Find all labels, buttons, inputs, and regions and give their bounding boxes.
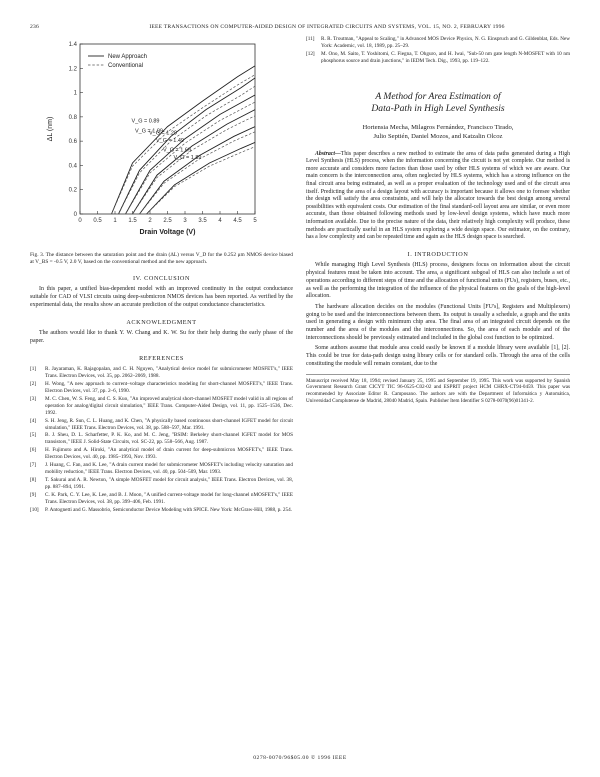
reference-number: [3] <box>30 395 37 402</box>
conclusion-heading: IV. CONCLUSION <box>132 274 191 282</box>
series-label: V_G = 1.29 <box>149 130 177 137</box>
reference-number: [5] <box>30 432 37 439</box>
reference-text: S. H. Jeng, R. Sun, C. L. Huang, and K. Chen, "A physically based continuous short-channel IGFET model for circuit simulation," IEEE Trans. Electron Devices, vol. 38, pp. 588–597, Mar. 1991. <box>45 417 293 431</box>
running-header <box>30 24 570 34</box>
journal-title: IEEE TRANSACTIONS ON COMPUTER-AIDED DESIGN OF INTEGRATED CIRCUITS AND SYSTEMS, VOL. 15, NO. 2, FEBRUARY 1996 <box>149 24 505 30</box>
y-tick-label: 1.4 <box>68 42 77 48</box>
conclusion-text: In this paper, a unified bias-dependent model with an improved continuity in the output conductance suitable for CAD of VLSI circuits using deep-submicron NMOS devices has been reported. As verified by the experimental data, the results show an accurate prediction of the output conductance characteristics. <box>30 286 293 308</box>
y-tick-label: 0.6 <box>68 139 77 146</box>
x-tick-label: 2 <box>148 218 152 224</box>
article-title-line-2: Data-Path in High Level Synthesis <box>371 102 505 114</box>
reference-list-right <box>306 36 570 65</box>
reference-item <box>30 462 293 476</box>
series-label: V_G = 1.49 <box>156 138 184 144</box>
abstract-label: Abstract— <box>315 150 341 157</box>
reference-text: R. Jayaraman, K. Rajagopalan, and C. H. Nguyen, "Analytical device model for submicrometer MOSFET's," IEEE Trans. Electron Devices, vol. 35, pp. 2062–2069, 1988. <box>45 366 293 380</box>
figure-caption: Fig. 3. The distance between the saturation point and the drain (ΔL) versus V_D for the 0.252 μm NMOS device biased at V_BS = -0.5 V, 2.0 V, based on the conventional method and the new approach. <box>30 251 293 265</box>
article-authors <box>306 123 570 141</box>
reference-number: [11] <box>306 36 315 42</box>
reference-text: P. Antognetti and G. Massobrio, Semiconductor Device Modeling with SPICE. New York: McGraw-Hill, 1988, p. 254. <box>45 506 292 513</box>
copyright-footer: 0278-0070/96$05.00 © 1996 IEEE <box>253 755 347 761</box>
series-label: V_G = 1.69 <box>163 147 191 154</box>
reference-item <box>306 36 570 50</box>
abstract-text: This paper describes a new method to estimate the area of data paths generated during a High Level Synthesis (HLS) process, when the information concerning the circuit is not yet complete. Our method is more accurate and considers more factors than those used by other HLS systems of which we are aware. Our main concern is the interconnection area, often neglected by HLS systems, which has a strong influence on the final circuit area being estimated, as well as a proper evaluation of the technology used and of the circuit area itself. Predicting the area of a design layout with accuracy is important because it allows one to foresee whether the design will satisfy the area constraints, and will help the allocator towards the best design among several possibilities with equivalent costs. Our estimation of the final standard-cell layout area are similar, or even more accurate, than those obtained following methods used by low-level design systems, which have much more information available. Due to the precise nature of the data, their relatively high complexity will produce, these methods are practically useful in an HLS system exploring a wide design space. Our estimator, on the contrary, has a low complexity and can be repeated time and again as the HLS design space is searched. <box>306 150 570 241</box>
reference-number: [12] <box>306 50 315 57</box>
reference-number: [10] <box>30 506 39 513</box>
reference-item <box>30 477 293 491</box>
x-tick-label: 5 <box>253 218 257 224</box>
reference-item <box>30 432 293 446</box>
introduction-paragraph-2: The hardware allocation decides on the modules (Functional Units [FU's], Registers and Multiplexers) going to be used and the interconnections between them. Its output is usually a schedule, a graph and the units used in generating a design with minimum chip area. The final area of an integrated circuit depends on the number and the area of the modules and the interconnections. So, the area of each module and of the interconnections should be previously estimated and included in the global cost function to be optimized. <box>306 303 570 341</box>
page-number: 236 <box>30 24 39 30</box>
reference-text: M. Ono, M. Saito, T. Yoshitomi, C. Fiegna, T. Ohguro, and H. Iwai, "Sub-50 nm gate length N-MOSFET with 10 nm phosphorus source and drain junctions," in IEDM Tech. Dig., 1993, pp. 119–122. <box>321 50 570 64</box>
reference-number: [7] <box>30 462 37 469</box>
legend-label-conventional: Conventional <box>108 63 144 69</box>
x-tick-label: 1 <box>113 218 117 224</box>
article-title <box>306 91 570 115</box>
acknowledgment-text: The authors would like to thank Y. W. Chang and K. W. Su for their help during the early phase of the paper. <box>30 330 293 344</box>
y-tick-label: 0 <box>73 212 77 218</box>
right-column <box>306 36 570 405</box>
authors-line-2: Julio Septién, Daniel Mozos, and Katzalin Olcoz <box>373 132 503 140</box>
reference-item <box>30 396 293 417</box>
y-tick-label: 0.4 <box>68 163 77 170</box>
reference-list-left <box>30 366 293 513</box>
x-tick-label: 3 <box>183 218 187 224</box>
y-tick-label: 1 <box>73 90 77 97</box>
series-label: V_G = 0.89 <box>131 118 160 125</box>
introduction-heading: I. INTRODUCTION <box>407 250 469 258</box>
y-tick-label: 1.2 <box>68 66 77 73</box>
reference-item <box>30 492 293 506</box>
y-tick-label: 0.2 <box>68 187 77 194</box>
article-title-line-1: A Method for Area Estimation of <box>375 90 501 102</box>
reference-text: B. J. Sheu, D. L. Scharfetter, P. K. Ko, and M. C. Jeng, "BSIM: Berkeley short-channel IGFET model for MOS transistors," IEEE J. Solid-State Circuits, vol. SC-22, pp. 558–566, Aug. 1987. <box>45 432 293 446</box>
x-axis-label: Drain Voltage (V) <box>139 229 196 236</box>
reference-text: J. Huang, C. Fan, and K. Lee, "A drain current model for submicrometer MOSFET's including velocity saturation and mobility reduction," IEEE Trans. Electron Devices, vol. 40, pp. 504–509, Mar. 1993. <box>45 462 293 476</box>
x-tick-label: 4.5 <box>233 218 242 224</box>
series-label: V_G = 1.09 <box>135 128 163 135</box>
reference-item <box>30 418 293 432</box>
reference-item <box>30 381 293 395</box>
y-axis-label: ΔL (nm) <box>47 116 54 142</box>
x-tick-label: 1.5 <box>128 218 137 224</box>
x-tick-label: 3.5 <box>198 218 207 224</box>
series-line-new-approach <box>119 78 256 214</box>
reference-item <box>30 366 293 380</box>
introduction-paragraph-3: Some authors assume that module area could easily be known if a module library were available [1], [2]. This could be true for data-path design using library cells or for standard cells. Through the area of the cells constituting the module will remain constant, due to the <box>306 345 570 367</box>
reference-text: H. Wong, "A new approach to current–voltage characteristics modeling for short-channel MOSFET's," IEEE Trans. Electron Devices, vol. 37, pp. 2–6, 1990. <box>45 381 293 395</box>
y-tick-label: 0.8 <box>68 114 77 121</box>
figure-3-chart <box>30 36 293 246</box>
reference-number: [6] <box>30 447 37 454</box>
x-tick-label: 2.5 <box>163 218 172 224</box>
acknowledgment-heading: ACKNOWLEDGMENT <box>126 318 197 326</box>
reference-item <box>30 447 293 461</box>
reference-number: [8] <box>30 476 37 483</box>
manuscript-note: Manuscript received May 18, 1994; revised January 25, 1995 and September 19, 1995. This work was supported by Spanish Government Research Grant CICYT TIC 96-0525-C02-02 and ESPRIT project HCM CHRX-CT94-0459. This paper was recommended by Associate Editor R. Camposano. The authors are with the Department of Informática y Automática, Universidad Complutense de Madrid, 28040 Madrid, Spain. Publisher Item Identifier S 0278-0070(96)01341-2. <box>306 374 570 405</box>
references-heading: REFERENCES <box>139 354 184 362</box>
x-tick-label: 0.5 <box>93 218 102 224</box>
left-column <box>30 36 293 514</box>
reference-number: [1] <box>30 366 37 373</box>
reference-number: [4] <box>30 417 37 424</box>
reference-text: T. Sakurai and A. R. Newton, "A simple MOSFET model for circuit analysis," IEEE Trans. Electron Devices, vol. 38, pp. 887–894, 1991. <box>45 476 293 490</box>
abstract <box>306 151 570 242</box>
reference-text: M. C. Chen, W. S. Feng, and C. S. Kuo, "An improved analytical short-channel MOSFET model valid in all regions of operation for analog/digital circuit simulation," IEEE Trans. Computer-Aided Design, vol. 11, pp. 1525–1536, Dec. 1992. <box>45 395 293 416</box>
introduction-paragraph-1: While managing High Level Synthesis (HLS) process, designers focus on information about the circuit physical features must be taken into account. The area, a significant subgoal of HLS can also include a set of operations according to different steps of time and the allocation of functional units (FUs), registers, buses, etc., as well as the performing the integration of the influence of the physical features on the goals of the high-level allocation. <box>306 262 570 300</box>
reference-item <box>30 507 293 514</box>
series-label: V_G = 1.89 <box>173 155 202 161</box>
x-tick-label: 4 <box>218 218 222 224</box>
authors-line-1: Hortensia Mecha, Milagros Fernández, Francisco Tirado, <box>362 123 514 131</box>
reference-item <box>306 51 570 65</box>
reference-text: R. R. Troutman, "Appeal to Scaling," in Advanced MOS Device Physics, N. G. Einspruch and G. Gildenblat, Eds. New York: Academic, vol. 18, 1989, pp. 25–29. <box>321 36 570 49</box>
reference-text: C. K. Park, C. Y. Lee, K. Lee, and B. J. Moon, "A unified current-voltage model for long-channel nMOSFET's," IEEE Trans. Electron Devices, vol. 38, pp. 399–406, Feb. 1991. <box>45 491 293 505</box>
reference-number: [2] <box>30 381 37 388</box>
reference-text: H. Fujimoto and A. Hiroki, "An analytical model of drain current for deep-submicron MOSFET's," IEEE Trans. Electron Devices, vol. 40, pp. 1985–1993, Nov. 1993. <box>45 447 293 461</box>
x-tick-label: 0 <box>78 218 82 224</box>
reference-number: [9] <box>30 491 37 498</box>
legend-label-new-approach: New Approach <box>108 54 148 60</box>
